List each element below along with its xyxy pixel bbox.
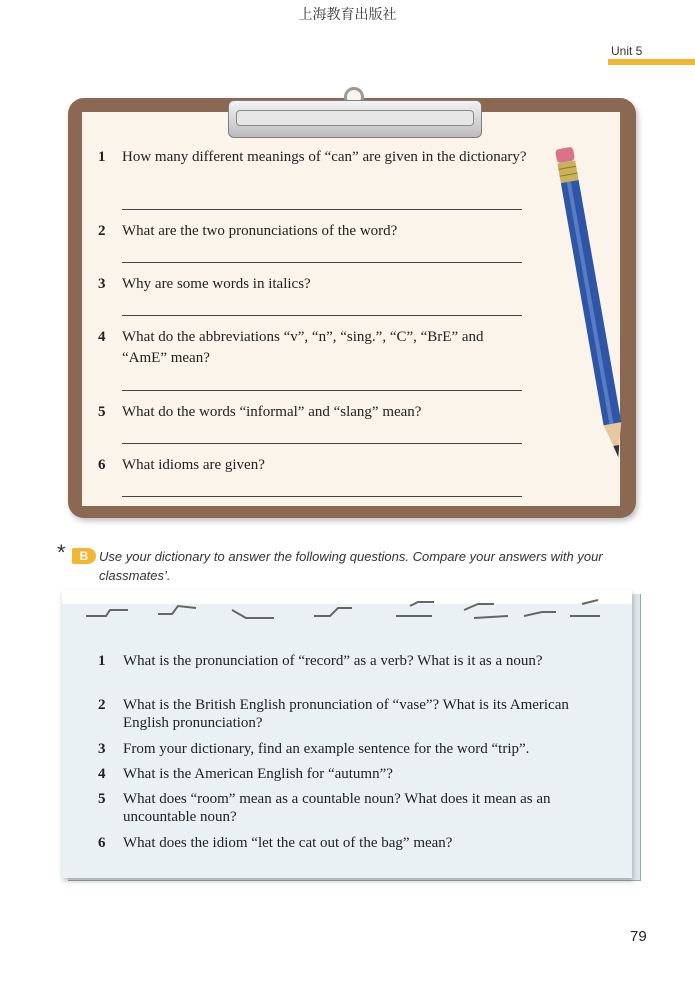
section-b-question-6: [98, 834, 608, 852]
question-number: 2: [98, 697, 106, 713]
section-b-badge: B: [72, 548, 96, 564]
question-text: From your dictionary, find an example sentence for the word “trip”.: [123, 741, 530, 757]
section-b-question-4: [98, 765, 608, 783]
section-b-question-3: [98, 740, 608, 758]
question-text: What is the American English for “autumn”?: [123, 766, 393, 782]
section-b-question-2: [98, 696, 608, 732]
question-number: 4: [98, 329, 106, 345]
question-text: What is the pronunciation of “record” as a verb? What is it as a noun?: [123, 653, 543, 669]
answer-line-2[interactable]: [122, 262, 522, 263]
question-number: 6: [98, 457, 106, 473]
section-b-question-5: [98, 790, 608, 826]
question-number: 6: [98, 835, 106, 851]
optional-star-marker: *: [57, 540, 66, 565]
question-text: What do the words “informal” and “slang” mean?: [122, 404, 422, 420]
question-text: How many different meanings of “can” are given in the dictionary?: [122, 149, 527, 165]
section-b-question-1: [98, 652, 608, 670]
clipboard-question-3: [98, 274, 528, 295]
answer-line-5[interactable]: [122, 443, 522, 444]
clipboard-question-2: [98, 221, 528, 242]
answer-line-1[interactable]: [122, 209, 522, 210]
question-number: 1: [98, 653, 106, 669]
question-number: 3: [98, 276, 106, 292]
clipboard-question-1: [98, 147, 528, 168]
question-number: 1: [98, 149, 106, 165]
question-text: What do the abbreviations “v”, “n”, “sing.”, “C”, “BrE” and “AmE” mean?: [122, 329, 484, 366]
clipboard-question-4: [98, 327, 528, 369]
clipboard-question-5: [98, 402, 528, 423]
answer-line-3[interactable]: [122, 315, 522, 316]
clipboard-question-6: [98, 455, 528, 476]
question-number: 5: [98, 404, 106, 420]
answer-line-6[interactable]: [122, 496, 522, 497]
question-text: What does the idiom “let the cat out of the bag” mean?: [123, 835, 453, 851]
question-number: 4: [98, 766, 106, 782]
question-number: 2: [98, 223, 106, 239]
section-b-instruction: Use your dictionary to answer the following questions. Compare your answers with your classmates’.: [99, 549, 603, 583]
answer-line-4[interactable]: [122, 390, 522, 391]
clipboard-paper: [82, 112, 620, 506]
question-text: What is the British English pronunciation of “vase”? What is its American English pronunciation?: [123, 697, 569, 731]
question-number: 5: [98, 791, 106, 807]
question-number: 3: [98, 741, 106, 757]
question-text: What does “room” mean as a countable noun? What does it mean as an uncountable noun?: [123, 791, 551, 825]
page-number: 79: [630, 928, 647, 945]
torn-edge-decoration: [62, 590, 632, 630]
unit-accent-bar: [608, 59, 695, 65]
question-text: What are the two pronunciations of the word?: [122, 223, 398, 239]
clip-inner: [236, 110, 474, 126]
publisher-name: 上海教育出版社: [298, 7, 397, 23]
unit-label: Unit 5: [611, 44, 643, 58]
question-text: Why are some words in italics?: [122, 276, 311, 292]
question-text: What idioms are given?: [122, 457, 265, 473]
